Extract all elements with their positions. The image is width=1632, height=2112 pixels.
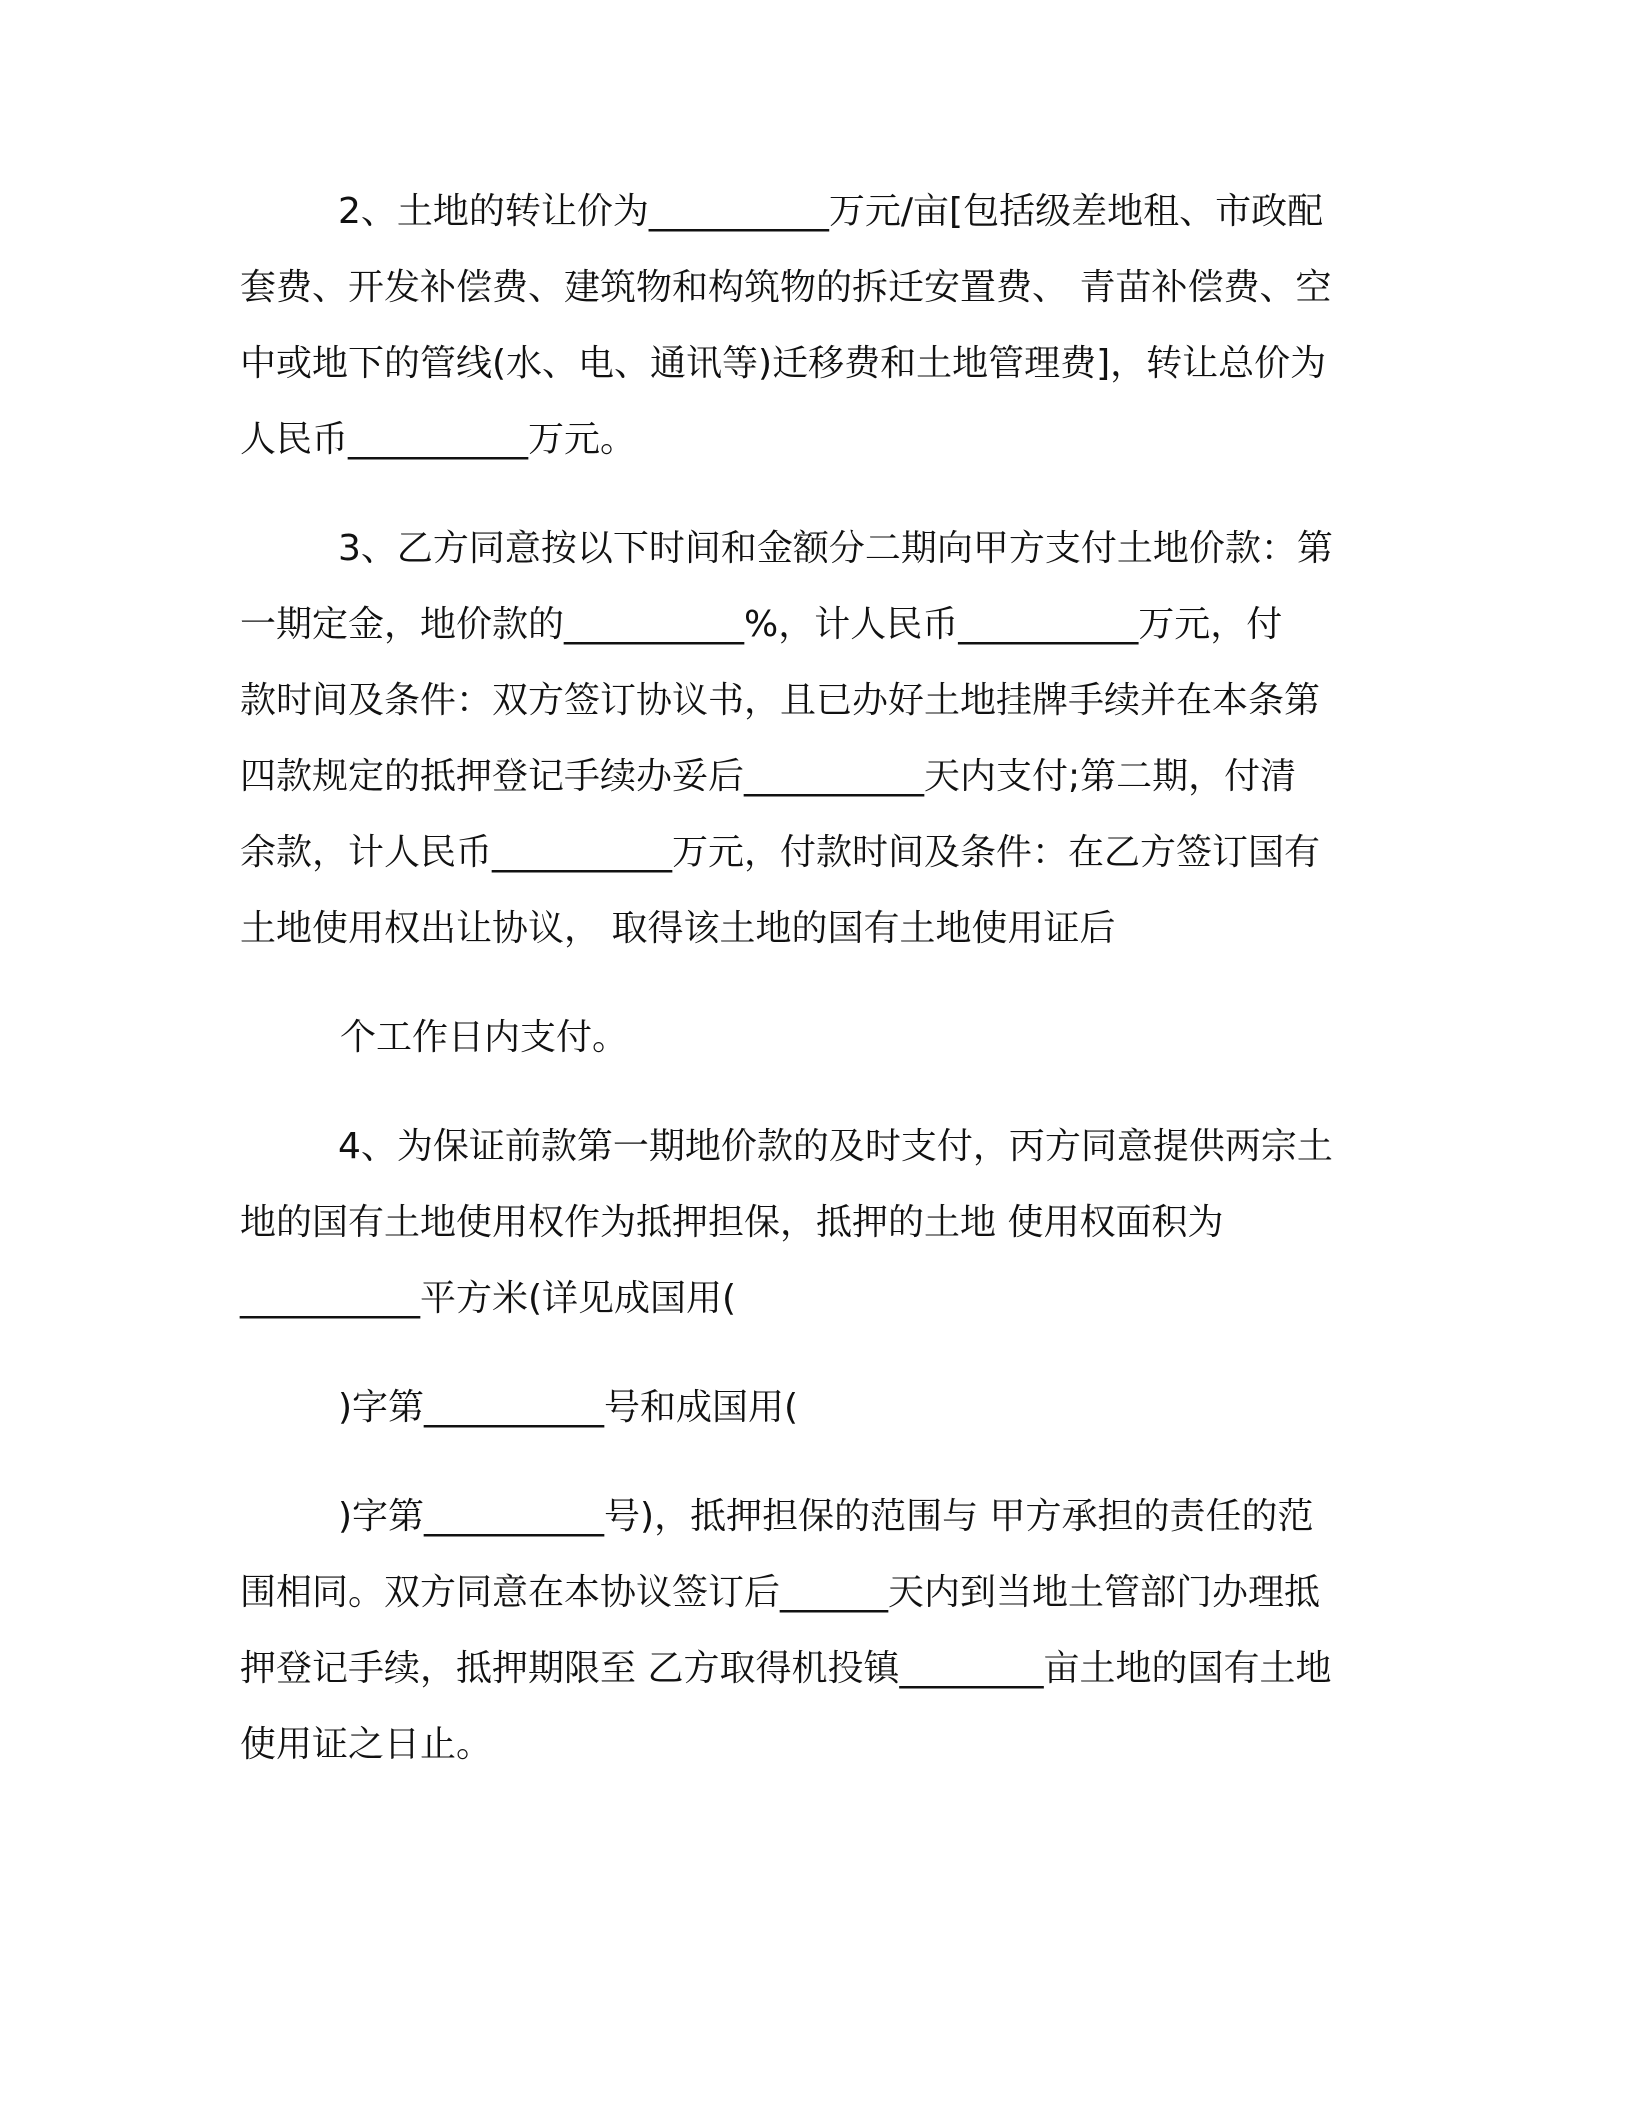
paragraph-2-line-1: 2、土地的转让价为__________万元/亩[包括级差地租、市政配 xyxy=(338,191,1324,232)
paragraph-2-line-4: 人民币__________万元。 xyxy=(240,419,637,460)
paragraph-3-line-2: 一期定金，地价款的__________%，计人民币__________万元，付 xyxy=(240,604,1283,645)
paragraph-3-line-4: 四款规定的抵押登记手续办妥后__________天内支付;第二期，付清 xyxy=(240,756,1297,797)
paragraph-mortgage-line-2: 围相同。双方同意在本协议签订后______天内到当地土管部门办理抵 xyxy=(240,1572,1321,1613)
paragraph-workday-line: 个工作日内支付。 xyxy=(340,1017,629,1058)
paragraph-4-line-2: 地的国有土地使用权作为抵押担保，抵押的土地 使用权面积为 xyxy=(240,1202,1224,1243)
paragraph-mortgage-line-3: 押登记手续，抵押期限至 乙方取得机投镇________亩土地的国有土地 xyxy=(240,1648,1332,1689)
paragraph-certificate-line-2: )字第__________号)，抵押担保的范围与 甲方承担的责任的范 xyxy=(338,1496,1314,1537)
paragraph-4-line-1: 4、为保证前款第一期地价款的及时支付，丙方同意提供两宗土 xyxy=(338,1126,1333,1167)
paragraph-3-line-5: 余款，计人民币__________万元，付款时间及条件：在乙方签订国有 xyxy=(240,832,1321,873)
paragraph-3-line-6: 土地使用权出让协议， 取得该土地的国有土地使用证后 xyxy=(240,908,1116,949)
paragraph-2-line-2: 套费、开发补偿费、建筑物和构筑物的拆迁安置费、 青苗补偿费、空 xyxy=(240,267,1332,308)
paragraph-3-line-1: 3、乙方同意按以下时间和金额分二期向甲方支付土地价款：第 xyxy=(338,528,1333,569)
paragraph-mortgage-line-4: 使用证之日止。 xyxy=(240,1724,493,1765)
paragraph-2-line-3: 中或地下的管线(水、电、通讯等)迁移费和土地管理费]，转让总价为 xyxy=(240,343,1327,384)
paragraph-4-line-3: __________平方米(详见成国用( xyxy=(240,1278,737,1319)
paragraph-certificate-line-1: )字第__________号和成国用( xyxy=(338,1387,799,1428)
paragraph-3-line-3: 款时间及条件：双方签订协议书，且已办好土地挂牌手续并在本条第 xyxy=(240,680,1321,721)
